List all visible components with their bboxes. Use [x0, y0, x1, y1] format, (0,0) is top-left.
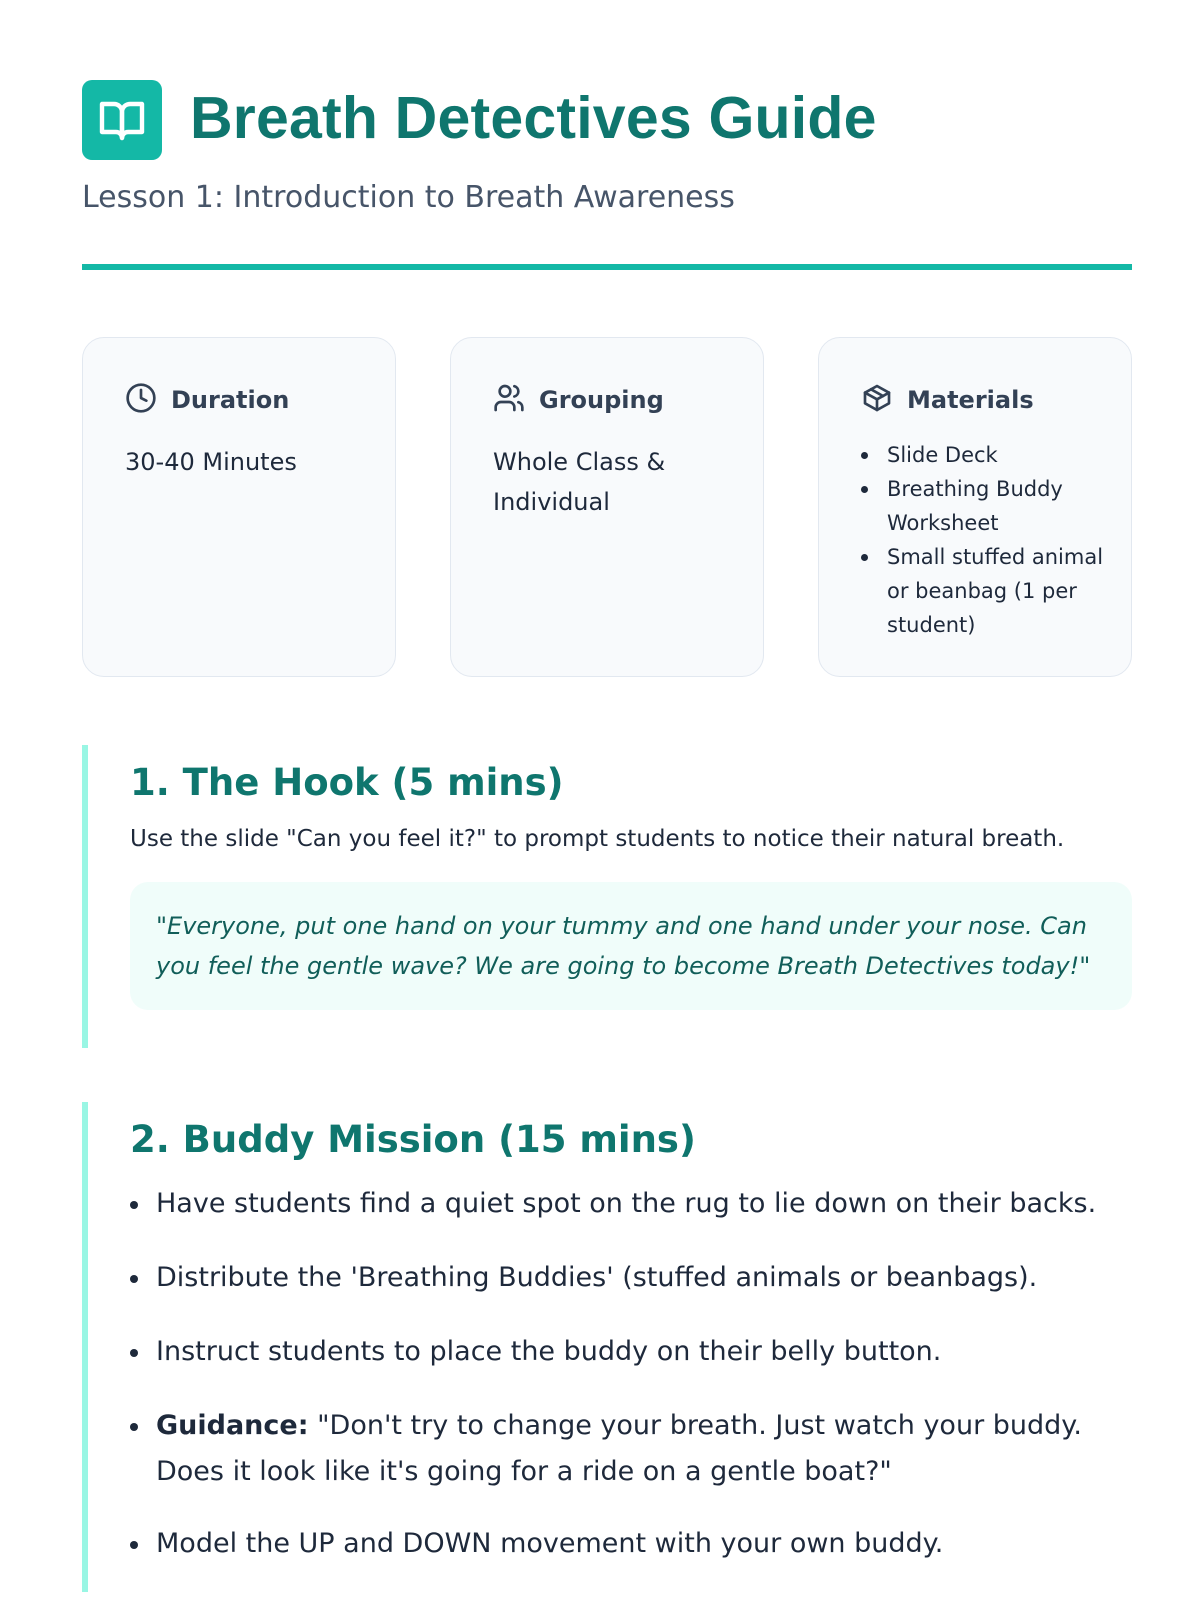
duration-card-title: Duration [171, 386, 290, 414]
clock-icon [125, 382, 157, 418]
section-text: Use the slide "Can you feel it?" to prompt students to notice their natural breath. [130, 826, 1065, 852]
hook-section [82, 745, 1132, 1048]
materials-list [861, 438, 1106, 642]
info-cards [82, 337, 1132, 677]
mission-steps [130, 1181, 1132, 1567]
guidance-item [130, 1403, 1132, 1495]
list-item: Breathing Buddy Worksheet [861, 472, 1106, 540]
buddy-mission-section [82, 1102, 1132, 1592]
page-subtitle: Lesson 1: Introduction to Breath Awareness [82, 180, 735, 215]
grouping-card [450, 337, 764, 677]
list-item: Model the UP and DOWN movement with your own buddy. [130, 1521, 1132, 1567]
list-item: Distribute the 'Breathing Buddies' (stuffed animals or beanbags). [130, 1255, 1132, 1301]
duration-card [82, 337, 396, 677]
grouping-value: Whole Class & Individual [493, 448, 666, 516]
list-item: Small stuffed animal or beanbag (1 per student) [861, 540, 1106, 642]
list-item: Instruct students to place the buddy on their belly button. [130, 1329, 1132, 1375]
book-open-icon [82, 80, 162, 160]
list-item: Slide Deck [861, 438, 1106, 472]
box-icon [861, 382, 893, 418]
page-title: Breath Detectives Guide [190, 85, 877, 151]
section-title: 2. Buddy Mission (15 mins) [130, 1118, 696, 1161]
guidance-label: Guidance: [156, 1410, 309, 1441]
section-title: 1. The Hook (5 mins) [130, 761, 564, 804]
header-divider [82, 264, 1132, 270]
teacher-script-quote: "Everyone, put one hand on your tummy and one hand under your nose. Can you feel the gentle wave? We are going to become Breath Detectives today!" [130, 882, 1132, 1010]
materials-card [818, 337, 1132, 677]
materials-card-title: Materials [907, 386, 1034, 414]
list-item: Have students find a quiet spot on the rug to lie down on their backs. [130, 1181, 1132, 1227]
grouping-card-title: Grouping [539, 386, 664, 414]
guidance-text: "Don't try to change your breath. Just watch your buddy. Does it look like it's going for a ride on a gentle boat?" [156, 1410, 1082, 1487]
users-icon [493, 382, 525, 418]
duration-value: 30-40 Minutes [125, 448, 297, 476]
